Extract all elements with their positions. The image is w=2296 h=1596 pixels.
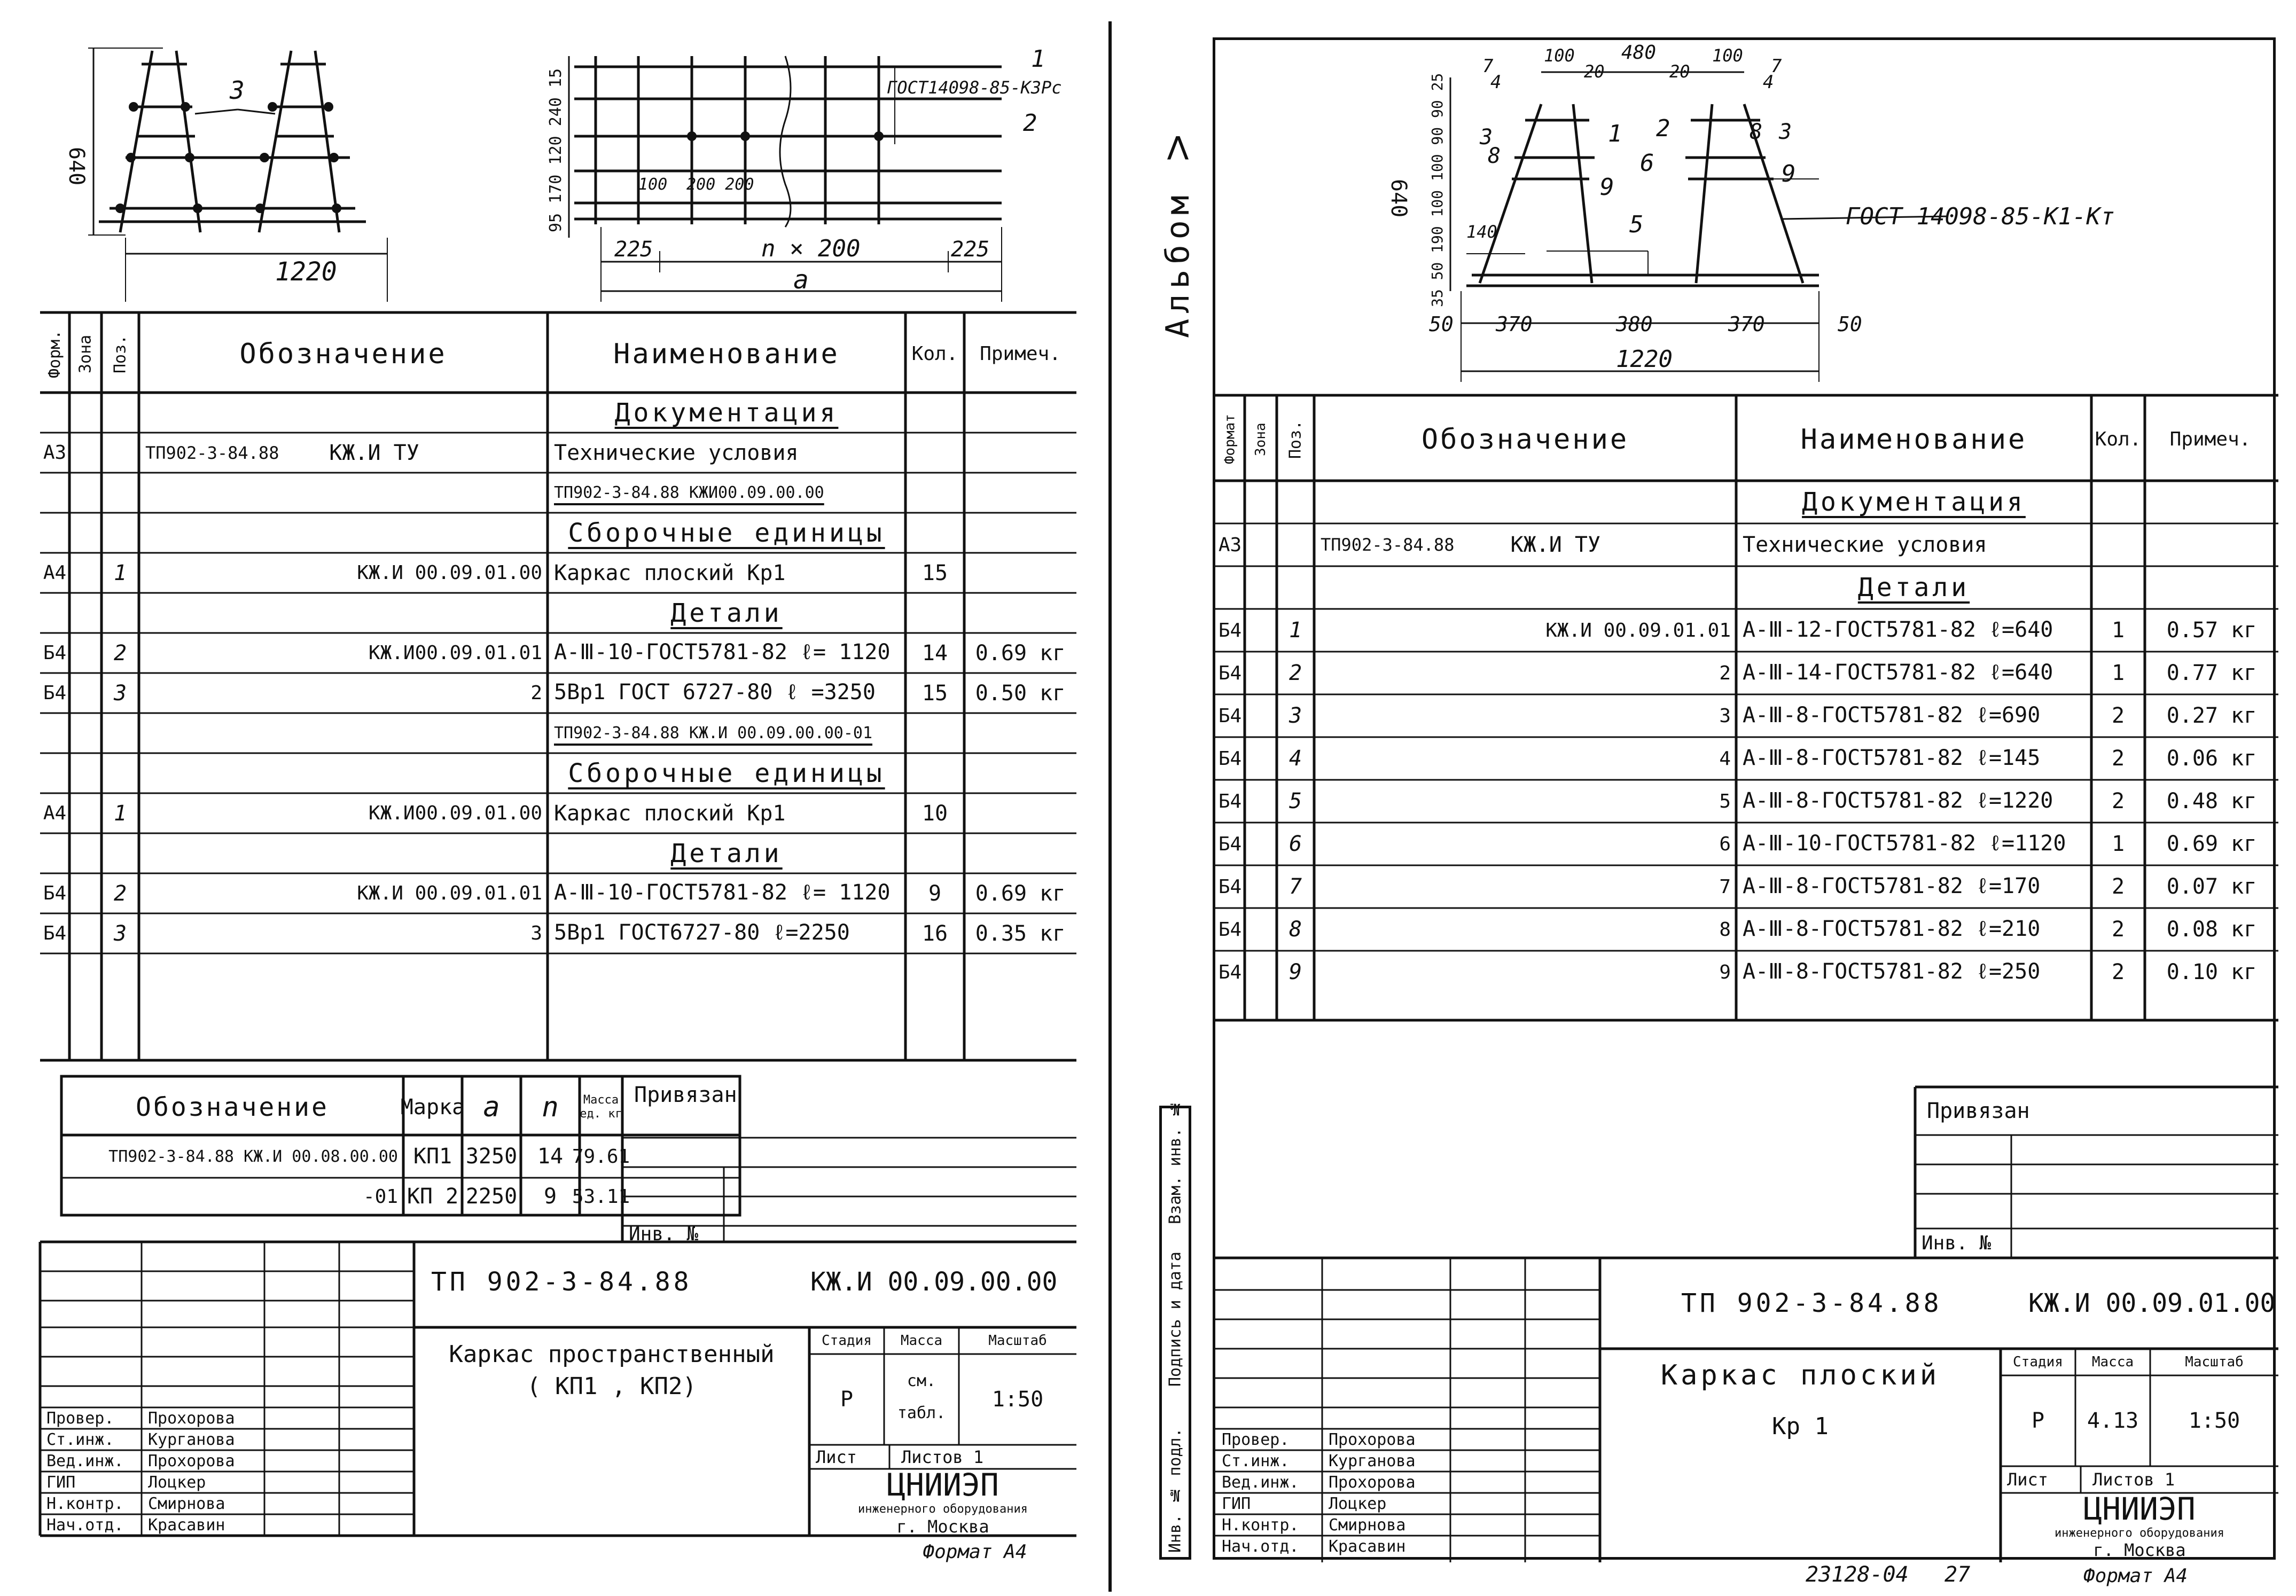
right-callout-8a: 8 [1488,144,1501,168]
spec-note-cell: 0.10 кг [2166,960,2257,984]
left-sheet [40,24,1076,1562]
spec-designation-cell: 8 [1719,918,1731,941]
left-mark-row1-des: ТП902-3-84.88 КЖ.И 00.08.00.00 [108,1147,398,1166]
right-col-name-header: Наименование [1800,423,2027,456]
spec-form-cell: Б4 [1218,705,1242,727]
left-dim-nx200: n × 200 [761,235,861,262]
left-col-form-header: Форм. [45,330,64,378]
left-mark-row1-n: 14 [537,1144,564,1169]
spec-form-cell: Б4 [43,882,67,904]
right-col-qty-header: Кол. [2095,428,2142,450]
spec-note-cell: 0.07 кг [2166,874,2257,899]
spec-note-cell [2145,481,2278,523]
right-sheets-label: Листов 1 [2092,1469,2175,1490]
right-side-label-inv: Инв. № подл. [1166,1428,1185,1553]
spec-name-cell: Сборочные единицы [568,758,885,788]
role-label: Провер. [1222,1430,1290,1449]
spec-pos-cell: 1 [113,801,127,826]
left-org3: г. Москва [896,1516,989,1537]
left-mark-row2-mass: 53.11 [572,1185,630,1208]
left-mass-line1: см. [907,1371,936,1390]
right-org1: ЦНИИЭП [2083,1491,2196,1527]
spec-qty-cell: 16 [921,921,948,946]
spec-designation-cell: КЖ.И 00.09.01.01 [357,882,542,904]
spec-pos-cell [1277,566,1314,609]
role-name: Красавин [148,1515,225,1535]
left-col-qty-header: Кол. [911,343,958,365]
right-scale-value: 1:50 [2188,1409,2240,1433]
left-format: Формат А4 [923,1540,1027,1563]
role-name: Смирнова [148,1494,225,1513]
right-dim-370a: 370 [1496,312,1533,336]
left-dim-200-200: 200 200 [686,175,754,194]
role-label: Н.контр. [46,1494,124,1513]
right-title-line2: Кр 1 [1772,1412,1829,1440]
spec-qty-cell: 2 [2111,746,2125,771]
spec-qty-cell [2091,566,2145,609]
spec-pos-cell: 5 [1288,789,1302,813]
left-mark-row1-a: 3250 [465,1144,518,1169]
right-dim-1220: 1220 [1616,346,1673,373]
left-dim-640: 640 [64,147,89,186]
left-dim-a: a [793,265,809,295]
spec-name-cell: А-Ⅲ-10-ГОСТ5781-82 ℓ= 1120 [554,880,891,905]
left-inv-no: Инв. № [629,1223,699,1245]
spec-note-cell: 0.69 кг [975,640,1066,666]
right-callout-3: 3 [1480,125,1493,150]
left-sheet-label: Лист [816,1446,857,1467]
right-callout-9b: 9 [1782,160,1796,187]
spec-pos-cell: 2 [1288,661,1302,685]
spec-name-cell: ТП902-3-84.88 КЖ.И 00.09.00.00-01 [554,724,873,742]
spec-name-cell: А-Ⅲ-8-ГОСТ5781-82 ℓ=250 [1743,959,2041,984]
left-pos-1: 1 [1031,45,1045,73]
left-scale-value: 1:50 [991,1387,1044,1412]
left-mass-header: Масса [900,1333,943,1349]
role-name: Курганова [148,1430,235,1449]
right-mass-value: 4.13 [2087,1409,2139,1433]
role-name: Красавин [1329,1537,1406,1556]
spec-designation-cell: 2 [530,682,542,704]
spec-name-cell: А-Ⅲ-10-ГОСТ5781-82 ℓ= 1120 [554,640,891,664]
spec-name-cell: Технические условия [1743,533,1987,557]
right-org3: г. Москва [2093,1539,2186,1560]
role-label: Н.контр. [1222,1515,1299,1535]
spec-designation-cell: 9 [1719,961,1731,983]
left-mark-row2-n: 9 [543,1184,557,1209]
spec-pos-cell: 7 [1288,874,1302,899]
spec-qty-cell: 1 [2111,832,2125,856]
right-dim-100a: 100 [1544,45,1575,66]
role-label: Провер. [46,1409,114,1428]
role-label: ГИП [1222,1494,1251,1513]
right-format: Формат А4 [2083,1565,2188,1587]
right-dim-4a: 4 [1490,72,1502,93]
spec-designation-cell: КЖ.И 00.09.01.00 [357,562,542,584]
left-mark-row2-des: -01 [363,1185,398,1208]
spec-note-cell: 0.48 кг [2166,789,2257,813]
right-col-designation-header: Обозначение [1421,423,1629,456]
role-name: Лоцкер [1329,1494,1387,1513]
left-mark-designation-header: Обозначение [136,1092,329,1122]
page-number: 27 [1944,1562,1971,1587]
left-mark-row1-mass: 79.61 [572,1145,630,1168]
right-gost-label: ГОСТ 14098-85-К1-Кт [1846,203,2115,230]
role-name: Прохорова [148,1409,235,1428]
right-dim-50b: 50 [1838,312,1862,336]
spec-designation-cell: 3 [1719,705,1731,727]
spec-qty-cell [2091,481,2145,523]
role-label: Нач.отд. [46,1515,124,1535]
spec-form-cell: А3 [43,442,67,464]
spec-form-cell: Б4 [1218,619,1242,641]
right-inv-no: Инв. № [1922,1232,1992,1254]
left-dim-225-right: 225 [951,237,990,262]
left-mark-row2-a: 2250 [465,1184,518,1209]
left-dim-225-left: 225 [614,237,653,262]
spec-name-cell: 5Вр1 ГОСТ 6727-80 ℓ =3250 [554,680,876,705]
left-title-line2: ( КП1 , КП2) [527,1372,697,1400]
spec-name-cell: А-Ⅲ-8-ГОСТ5781-82 ℓ=690 [1743,702,2041,727]
left-title-line1: Каркас пространственный [449,1340,775,1368]
right-callout-8b: 8 [1750,120,1763,144]
spec-designation-cell [1314,481,1736,523]
spec-pos-cell: 1 [1288,618,1302,643]
spec-note-cell: 0.06 кг [2166,746,2257,771]
spec-pos-cell: 8 [1288,917,1302,942]
spec-qty-cell: 15 [921,560,948,585]
spec-name-cell: А-Ⅲ-12-ГОСТ5781-82 ℓ=640 [1743,617,2053,642]
right-callout-5: 5 [1629,211,1644,238]
role-name: Лоцкер [148,1473,206,1492]
spec-pos-cell: 1 [113,560,127,585]
right-col-zone-header: Зона [1253,423,1269,456]
spec-form-cell: А3 [1218,534,1242,556]
spec-pos-cell: 3 [113,921,127,946]
left-dim-100: 100 [638,175,668,194]
right-side-label-replace: Взам. инв. № [1166,1099,1185,1224]
left-pos-2: 2 [1023,109,1037,137]
left-stage-value: Р [840,1387,854,1412]
spec-qty-cell: 10 [921,801,948,826]
spec-form-cell: Б4 [1218,747,1242,770]
spec-pos-cell: 2 [113,881,127,906]
right-dim-480: 480 [1621,42,1657,64]
spec-form-cell [1215,481,1245,523]
right-dim-20b: 20 [1669,61,1690,82]
spec-form-cell [1215,566,1245,609]
right-callout-1: 1 [1608,120,1622,147]
role-label: Ст.инж. [46,1430,114,1449]
left-org2: инженерного оборудования [858,1502,1028,1516]
right-org2: инженерного оборудования [2055,1526,2224,1540]
spec-note-cell: 0.77 кг [2166,661,2257,685]
left-org1: ЦНИИЭП [887,1467,999,1503]
spec-designation-cell-2: КЖ.И ТУ [1510,533,1601,557]
spec-note-cell: 0.27 кг [2166,703,2257,728]
spec-name-cell: А-Ⅲ-8-ГОСТ5781-82 ℓ=170 [1743,873,2041,898]
sheet-divider [1108,21,1112,1592]
spec-form-cell: Б4 [1218,790,1242,812]
right-dim-640: 640 [1386,179,1411,218]
right-privyazan: Привязан [1927,1099,2030,1123]
role-name: Смирнова [1329,1515,1406,1535]
spec-designation-cell: КЖ.И00.09.01.00 [368,802,542,824]
left-callout-3: 3 [230,76,245,105]
spec-qty-cell: 1 [2111,618,2125,643]
right-title-project: ТП 902-3-84.88 [1681,1288,1942,1318]
spec-name-cell: Детали [670,598,783,628]
spec-name-cell: А-Ⅲ-10-ГОСТ5781-82 ℓ=1120 [1743,831,2066,856]
role-label: Нач.отд. [1222,1537,1299,1556]
left-col-zone-header: Зона [76,334,95,373]
spec-note-cell: 0.57 кг [2166,618,2257,643]
right-dim-370b: 370 [1728,312,1765,336]
spec-qty-cell [2091,523,2145,566]
spec-qty-cell: 9 [928,881,942,906]
left-mark-a-header: a [483,1091,500,1123]
spec-note-cell [2145,566,2278,609]
left-mass-line2: табл. [897,1403,946,1422]
spec-qty-cell: 2 [2111,874,2125,899]
right-title-line1: Каркас плоский [1660,1359,1940,1391]
spec-designation-cell: ТП902-3-84.88 [145,442,279,463]
spec-form-cell: А4 [43,802,67,824]
spec-note-cell [2145,523,2278,566]
spec-form-cell: Б4 [43,642,67,664]
spec-pos-cell: 9 [1288,960,1302,984]
spec-name-cell: 5Вр1 ГОСТ6727-80 ℓ=2250 [554,920,850,945]
left-title-project: ТП 902-3-84.88 [431,1267,692,1297]
left-gost-label: ГОСТ14098-85-К3Рс [887,77,1062,98]
left-mark-row2-mark: КП 2 [407,1184,459,1209]
role-label: Ст.инж. [1222,1451,1290,1470]
spec-qty-cell: 1 [2111,661,2125,685]
spec-name-cell: А-Ⅲ-14-ГОСТ5781-82 ℓ=640 [1743,660,2053,685]
spec-form-cell: Б4 [1218,875,1242,898]
left-vdims: 95 170 120 240 15 [546,68,565,232]
right-col-note-header: Примеч. [2169,428,2251,450]
right-dim-20a: 20 [1584,61,1605,82]
right-mass-header: Масса [2091,1354,2134,1370]
left-mark-mass-header: Масса ед. кг [580,1093,622,1121]
spec-name-cell: Технические условия [554,440,799,465]
right-dim-140: 140 [1466,222,1497,242]
spec-name-cell: А-Ⅲ-8-ГОСТ5781-82 ℓ=1220 [1743,788,2053,813]
spec-pos-cell: 3 [1288,703,1302,728]
spec-pos-cell [1277,523,1314,566]
left-col-note-header: Примеч. [980,343,1061,365]
album-label: Альбом Ⅴ [1159,123,1197,338]
spec-designation-cell: 4 [1719,747,1731,770]
spec-pos-cell: 4 [1288,746,1302,771]
spec-note-cell: 0.69 кг [975,881,1066,906]
spec-designation-cell [1314,566,1736,609]
spec-pos-cell: 3 [113,680,127,706]
right-stage-value: Р [2031,1409,2045,1433]
role-name: Курганова [1329,1451,1416,1470]
right-col-pos-header: Поз. [1286,420,1305,459]
right-sheet-label: Лист [2007,1469,2049,1490]
left-col-designation-header: Обозначение [239,338,447,370]
spec-designation-cell: 5 [1719,790,1731,812]
spec-name-cell: Документация [614,397,839,428]
spec-designation-cell: 3 [530,922,542,944]
spec-note-cell: 0.35 кг [975,921,1066,946]
spec-form-cell: Б4 [1218,918,1242,941]
spec-designation-cell: ТП902-3-84.88 [1321,535,1455,555]
role-name: Прохорова [1329,1473,1416,1492]
spec-form-cell: Б4 [1218,662,1242,684]
left-sheets-label: Листов 1 [901,1446,984,1467]
role-name: Прохорова [1329,1430,1416,1449]
spec-name-cell: А-Ⅲ-8-ГОСТ5781-82 ℓ=145 [1743,745,2041,770]
right-dim-7b: 7 [1771,56,1782,77]
spec-qty-cell: 2 [2111,960,2125,984]
right-dim-7a: 7 [1482,56,1494,77]
spec-name-cell: Сборочные единицы [568,518,885,548]
spec-pos-cell [1277,481,1314,523]
spec-pos-cell: 6 [1288,832,1302,856]
left-dim-1220: 1220 [275,257,337,287]
spec-designation-cell: КЖ.И 00.09.01.01 [1545,619,1731,641]
spec-name-cell: Детали [670,838,783,869]
role-label: Вед.инж. [46,1451,124,1470]
left-mark-n-header: n [542,1091,559,1123]
left-col-pos-header: Поз. [111,334,130,373]
right-callout-6: 6 [1640,150,1654,177]
spec-designation-cell: 2 [1719,662,1731,684]
right-col-form-header: Формат [1222,414,1238,465]
spec-designation-cell-2: КЖ.И ТУ [329,440,419,465]
spec-designation-cell: 6 [1719,833,1731,855]
right-sheet [1213,37,2276,1560]
spec-form-cell: Б4 [1218,833,1242,855]
spec-name-cell: ТП902-3-84.88 КЖИ00.09.00.00 [554,483,824,502]
spec-form-cell: А4 [43,562,67,584]
right-dim-4b: 4 [1763,72,1774,93]
spec-form-cell: Б4 [43,682,67,704]
spec-note-cell: 0.08 кг [2166,917,2257,942]
spec-qty-cell: 14 [921,640,948,666]
spec-name-cell: Каркас плоский Кр1 [554,801,786,826]
spec-name-cell: Детали [1857,573,1970,603]
spec-name-cell: Каркас плоский Кр1 [554,560,786,585]
right-scale-header: Масштаб [2185,1354,2244,1370]
right-callout-2: 2 [1656,115,1670,142]
left-mark-header: Марка [400,1094,465,1120]
spec-form-cell: Б4 [43,922,67,944]
role-name: Прохорова [148,1451,235,1470]
left-col-name-header: Наименование [613,338,840,370]
right-stage-header: Стадия [2013,1354,2063,1370]
spec-pos-cell: 2 [113,640,127,666]
left-stage-header: Стадия [822,1333,872,1349]
spec-name-cell: А-Ⅲ-8-ГОСТ5781-82 ℓ=210 [1743,916,2041,941]
spec-note-cell: 0.50 кг [975,680,1066,706]
right-dim-50a: 50 [1429,312,1454,336]
spec-qty-cell: 2 [2111,789,2125,813]
right-dim-380: 380 [1616,312,1653,336]
right-title-code: КЖ.И 00.09.01.00 [2028,1288,2276,1318]
right-side-strip [1159,1099,1191,1560]
left-title-code: КЖ.И 00.09.00.00 [810,1267,1058,1297]
spec-note-cell: 0.69 кг [2166,832,2257,856]
spec-form-cell: Б4 [1218,961,1242,983]
left-scale-header: Масштаб [988,1333,1047,1349]
right-dim-100b: 100 [1712,45,1743,66]
right-callout-9a: 9 [1600,174,1614,201]
right-side-label-sign: Подпись и дата [1166,1251,1185,1387]
spec-name-cell: Документация [1802,487,2026,517]
role-label: Вед.инж. [1222,1473,1299,1492]
spec-qty-cell: 2 [2111,917,2125,942]
right-callout-3b: 3 [1779,120,1792,144]
spec-qty-cell: 2 [2111,703,2125,728]
left-privyazan: Привязан [634,1083,737,1107]
spec-designation-cell: КЖ.И00.09.01.01 [368,642,542,664]
right-vdims: 35 50 190 100 100 90 90 25 [1428,73,1446,307]
doc-number: 23128-04 [1806,1562,1909,1587]
spec-designation-cell: 7 [1719,875,1731,898]
left-mark-row1-mark: КП1 [413,1144,452,1169]
role-label: ГИП [46,1473,76,1492]
spec-qty-cell: 15 [921,680,948,706]
